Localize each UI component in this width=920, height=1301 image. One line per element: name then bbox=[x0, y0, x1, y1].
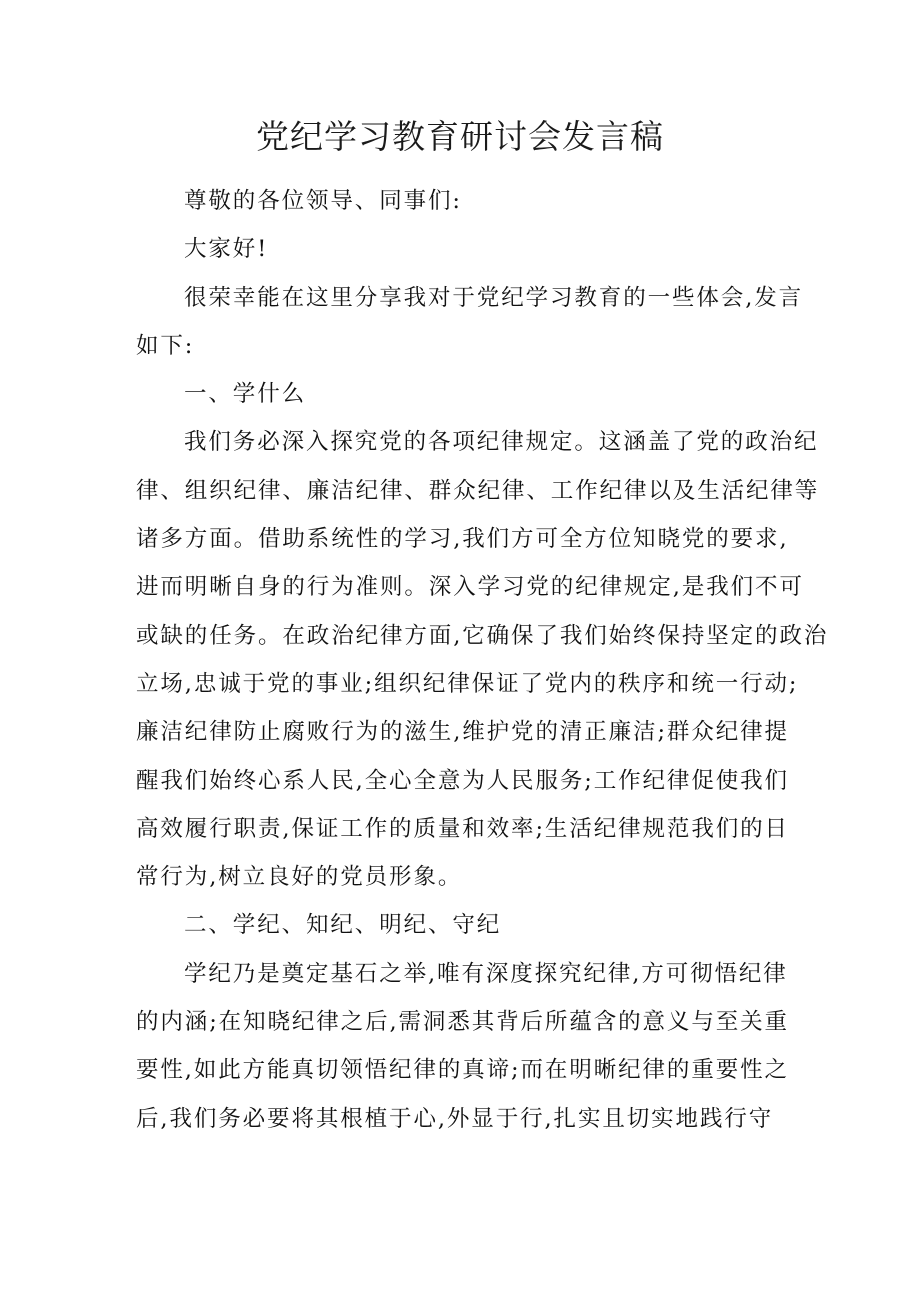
paragraph-line: 常行为,树立良好的党员形象。 bbox=[136, 864, 463, 891]
paragraph-line: 诸多方面。借助系统性的学习,我们方可全方位知晓党的要求, bbox=[136, 526, 789, 553]
document-body bbox=[136, 177, 829, 1143]
paragraph-line: 我们务必深入探究党的各项纪律规定。这涵盖了党的政治纪 bbox=[184, 429, 819, 456]
paragraph-line: 立场,忠诚于党的事业;组织纪律保证了党内的秩序和统一行动; bbox=[136, 670, 799, 697]
section-heading-1: 一、学什么 bbox=[184, 381, 307, 408]
paragraph-line: 学纪乃是奠定基石之举,唯有深度探究纪律,方可彻悟纪律 bbox=[184, 960, 788, 987]
paragraph-line: 或缺的任务。在政治纪律方面,它确保了我们始终保持坚定的政治 bbox=[136, 622, 829, 649]
paragraph-line: 高效履行职责,保证工作的质量和效率;生活纪律规范我们的日 bbox=[136, 815, 789, 842]
paragraph-line: 进而明晰自身的行为准则。深入学习党的纪律规定,是我们不可 bbox=[136, 574, 804, 601]
document-title: 党纪学习教育研讨会发言稿 bbox=[256, 117, 664, 156]
paragraph-line: 要性,如此方能真切领悟纪律的真谛;而在明晰纪律的重要性之 bbox=[136, 1057, 789, 1084]
section-heading-2: 二、学纪、知纪、明纪、守纪 bbox=[184, 912, 502, 939]
paragraph-line: 很荣幸能在这里分享我对于党纪学习教育的一些体会,发言 bbox=[184, 284, 804, 311]
paragraph-line: 廉洁纪律防止腐败行为的滋生,维护党的清正廉洁;群众纪律提 bbox=[136, 719, 789, 746]
salutation: 尊敬的各位领导、同事们: bbox=[184, 188, 462, 214]
paragraph-line: 醒我们始终心系人民,全心全意为人民服务;工作纪律促使我们 bbox=[136, 767, 789, 794]
paragraph-line: 的内涵;在知晓纪律之后,需洞悉其背后所蕴含的意义与至关重 bbox=[136, 1009, 789, 1036]
paragraph-line: 后,我们务必要将其根植于心,外显于行,扎实且切实地践行守 bbox=[136, 1105, 774, 1132]
paragraph-line: 律、组织纪律、廉洁纪律、群众纪律、工作纪律以及生活纪律等 bbox=[136, 477, 820, 504]
greeting: 大家好! bbox=[184, 236, 269, 263]
paragraph-line: 如下: bbox=[136, 332, 195, 359]
